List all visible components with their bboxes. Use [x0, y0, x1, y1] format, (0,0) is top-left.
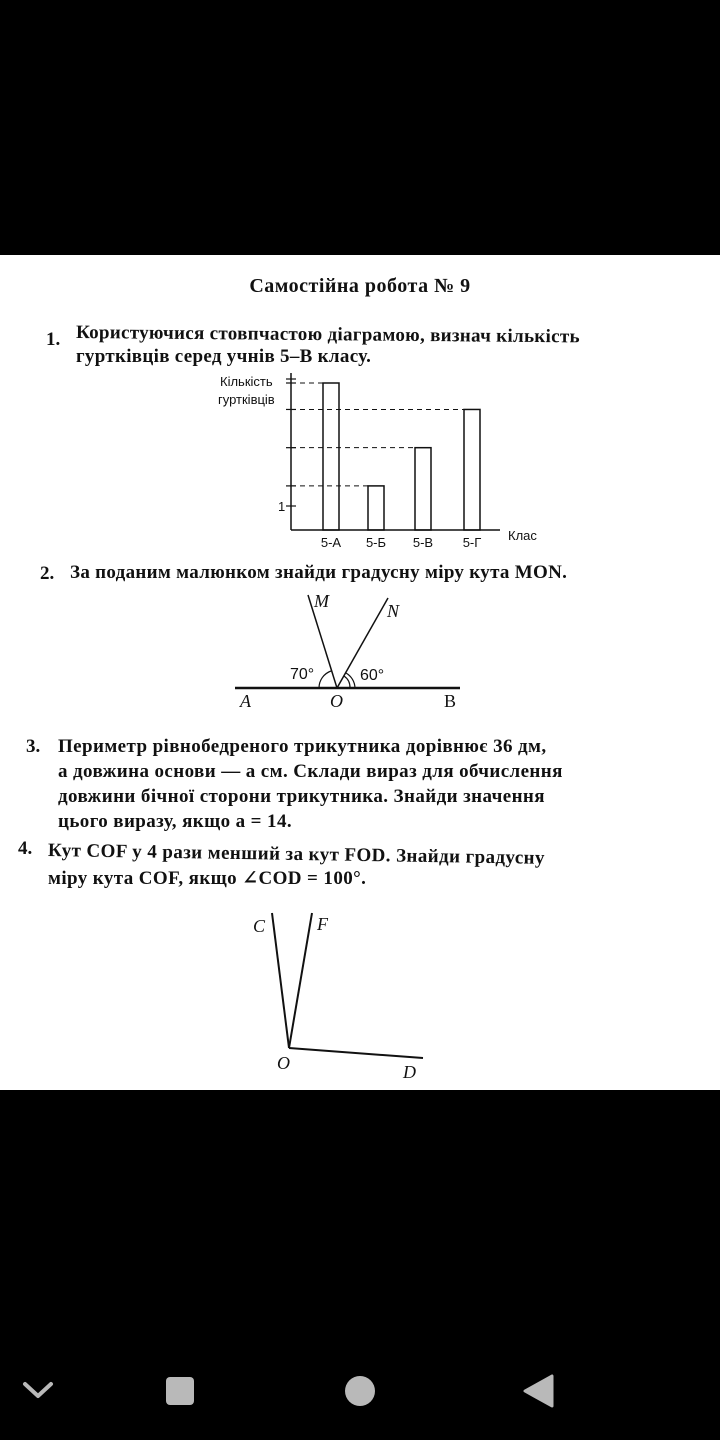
x-axis-label: Клас: [508, 528, 537, 543]
y-tick-label: 1: [278, 499, 286, 514]
page-title: Самостійна робота № 9: [249, 275, 471, 297]
task-4-line-1: Кут COF у 4 рази менший за кут FOD. Знайди градусну: [47, 840, 546, 869]
y-axis-label-line-1: Кількість: [220, 374, 273, 389]
x-tick-label-3: 5-В: [412, 535, 434, 550]
task-4-line-2: міру кута COF, якщо ∠COD = 100°.: [48, 868, 367, 889]
bar-1: [323, 383, 339, 530]
angle-arc-left: [319, 671, 331, 688]
task-3-number: 3.: [26, 736, 41, 757]
task-3-line-4: цього виразу, якщо a = 14.: [58, 811, 293, 832]
x-tick-label-1: 5-А: [320, 535, 342, 550]
label-m: M: [314, 591, 329, 611]
label-a: A: [240, 691, 251, 711]
angle-arc-right: [344, 676, 350, 688]
bar-3: [415, 448, 431, 530]
bar-chart: [200, 365, 570, 555]
task-4-number: 4.: [18, 838, 33, 859]
angle-label-right: 60°: [360, 667, 385, 684]
task-2-number: 2.: [40, 563, 55, 584]
task-2-line-1: За поданим малюнком знайди градусну міру кута MON.: [70, 562, 568, 583]
ray-of: [289, 913, 312, 1048]
task-3-line-3: довжини бічної сторони трикутника. Знайди значення: [58, 786, 545, 807]
label-n: N: [387, 601, 400, 621]
task-1-line-1: Користуючися стовпчастою діаграмою, визнач кількість: [75, 322, 580, 348]
label-f: F: [317, 914, 328, 934]
label-d: D: [403, 1062, 416, 1082]
angle-label-left: 70°: [290, 666, 315, 683]
angle-cod-figure: [245, 905, 445, 1090]
label-b: B: [444, 691, 457, 711]
bar-2: [368, 486, 384, 530]
label-o: O: [330, 691, 343, 711]
chevron-down-icon[interactable]: [25, 1384, 51, 1396]
square-icon[interactable]: [166, 1377, 194, 1405]
task-3-line-1: Периметр рівнобедреного трикутника дорівнює 36 дм,: [58, 736, 547, 757]
x-tick-label-2: 5-Б: [365, 535, 387, 550]
triangle-back-icon[interactable]: [525, 1376, 552, 1406]
x-tick-label-4: 5-Г: [462, 535, 482, 550]
task-3-line-2: а довжина основи — a см. Склади вираз для обчислення: [58, 761, 563, 782]
worksheet-page: [0, 255, 720, 1090]
ray-oc: [272, 913, 289, 1048]
circle-icon[interactable]: [345, 1376, 375, 1406]
label-o: O: [277, 1053, 290, 1073]
ray-od: [289, 1048, 423, 1058]
task-1-number: 1.: [46, 329, 61, 350]
y-axis-label-line-2: гуртківців: [218, 392, 275, 407]
label-c: C: [253, 916, 266, 936]
navigation-bar: [0, 1355, 720, 1430]
bar-4: [464, 409, 480, 530]
angle-mon-figure: [230, 585, 480, 715]
task-1-line-2: гуртківців серед учнів 5–В класу.: [76, 346, 372, 367]
